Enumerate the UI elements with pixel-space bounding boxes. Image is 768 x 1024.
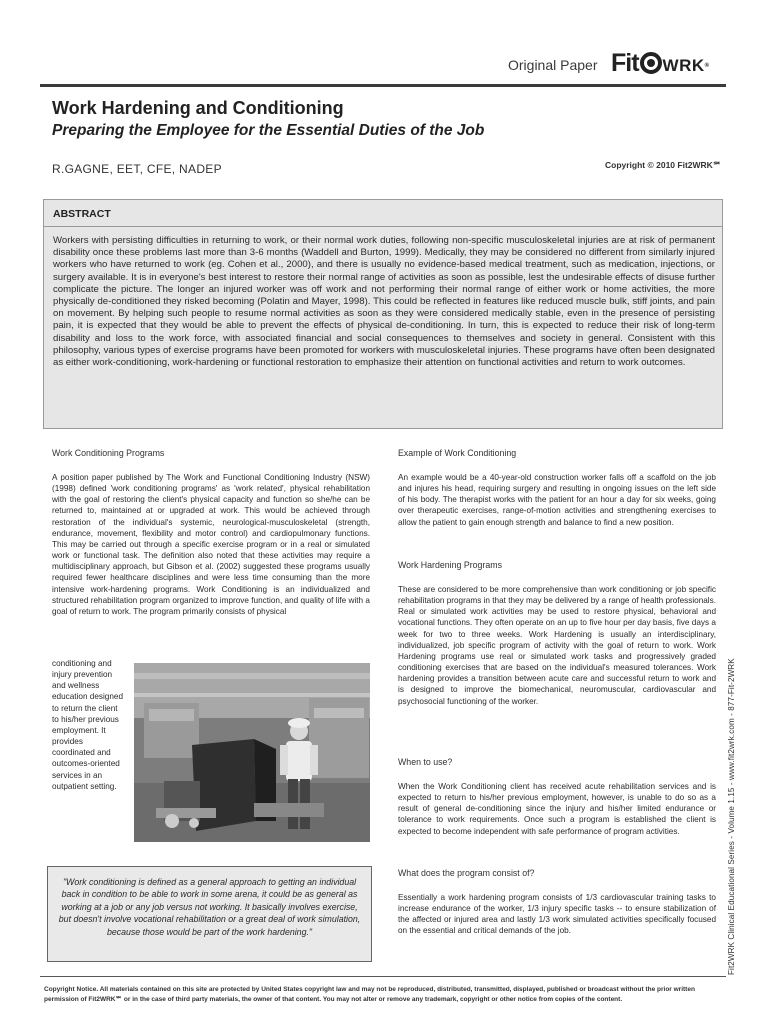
paragraph-work-hardening-text: These are considered to be more comprehensive than work conditioning or job specific rehabilitation programs in that they may be delivered by a range of health professionals. Real or simulated work activities may be used to restore physical, behavioral and vocational functions. They often operate on an up to five hour per day basis, five days a week for two to three weeks. Work Hardening is usually an interdisciplinary, individualized, job specific program of activity with the goal of return to work. Work Hardening programs use real or simulated work tasks and progressively graded conditioning exercises that are based on the individual's measured tolerances. Work hardening provides a transition between acute care and successful return to work and is designed to improve the biomechanical, neuromuscular, cardiovascular and psychosocial functioning of the worker. [398,585,716,706]
author-line: R.GAGNE, EET, CFE, NADEP [52,162,222,176]
paragraph-when-to-use-text: When the Work Conditioning client has received acute rehabilitation services and is expected to return to his/her previous employment, however, is unable to do so as a result of general de-conditioning since the injury and his/her limited endurance or tolerance to work requirements. Once such a program is established the client is expected to become independent with safe performance of program activities. [398,782,716,836]
paragraph-program-consist-text: Essentially a work hardening program consists of 1/3 cardiovascular training tasks to increase endurance of the worker, 1/3 injury specific tasks -- to ensure stabilization of the affected or injured area and lastly 1/3 work simulated activities specifically focused on the essential and critical demands of the job. [398,893,716,936]
paper-title: Work Hardening and Conditioning [52,98,344,118]
series-side-text: Fit2WRK Clinical Educational Series - Volume 1.15 - www.fit2wrk.com - 877-Fit-2WRK [727,658,736,975]
heading-work-hardening-programs: Work Hardening Programs [398,560,502,570]
logo-trademark: ® [704,63,710,69]
logo-wheel-icon [640,52,662,74]
footer-rule [40,976,726,977]
heading-when-to-use: When to use? [398,757,453,767]
abstract-heading: ABSTRACT [53,208,111,220]
left-column-body [52,472,370,617]
paragraph-example [398,472,716,528]
wrapped-paragraph-continuation: conditioning and injury prevention and wellness education designed to return the client to his/her previous employment. It provides coordinated and outcomes-oriented services in an outpatient setting. [52,659,124,791]
paragraph-when-to-use [398,781,716,837]
fit2wrk-logo [611,46,709,78]
paper-subtitle: Preparing the Employee for the Essential Duties of the Job [52,122,485,139]
worker-photo [134,663,370,842]
copyright-line: Copyright © 2010 Fit2WRK℠ [605,160,722,170]
heading-work-conditioning-programs: Work Conditioning Programs [52,448,165,458]
logo-fit-text: Fit [611,49,639,77]
abstract-box [43,199,723,429]
copyright-notice: Copyright Notice. All materials contained on this site are protected by United States copyright law and may not be reproduced, distributed, transmitted, displayed, published or broadcast without the prior written permission of Fit2WRK℠ or in the case of third party materials, the owner of that content. You may not alter or remove any trademark, copyright or other notice from copies of the content. [44,986,695,1004]
logo-wrk-text: WRK [662,56,705,75]
header-rule [40,84,726,87]
quote-box [47,866,372,962]
quote-text: "Work conditioning is defined as a general approach to getting an individual back in condition to be able to work in some arena, it could be as general as working at a job or any job versus not working. It basically involves exercise, but doesn't involve vocational rehabilitation or a great deal of work simulation, because those would be part of the work hardening." [58,877,361,937]
worker-photo-illustration [134,663,370,842]
heading-example-work-conditioning: Example of Work Conditioning [398,448,517,458]
paragraph-program-consist [398,892,716,937]
original-paper-label: Original Paper [508,57,598,73]
paragraph-work-conditioning: A position paper published by The Work and Functional Conditioning Industry (NSW) (1998) defined 'work conditioning programs' as 'work related', physical rehabilitation with the goal of restoring the client's physical capacity and function so she/he can be returned to, maintained at or upgraded at work. This would be achieved through restoration of the individual's systemic, neurological-musculoskeletal (strength, endurance, movement, flexibility and motor control) and cardiopulmonary functions. This may be carried out through a specific exercise program or in a real or simulated work or functional task. The definition also noted that these activities may require a multidisciplinary approach, but Gibson et al. (2002) suggested these programs usually required fewer healthcare disciplines and were less time consuming than the more intensive work-hardening programs. Work Conditioning is an individualized and structured rehabilitation program organized to improve function, and quality of life with a goal of return to work. The program primarily consists of physical [52,473,370,616]
paragraph-example-text: An example would be a 40-year-old construction worker falls off a scaffold on the job and injures his head, requiring surgery and resulting in ongoing issues on the left side of his body. The therapist works with the patient for an hour a day for six weeks, going over therapeutic exercises, range-of-motion activities and strengthening exercises to allow the patient to gain enough strength and balance to find a new position. [398,473,716,527]
heading-program-consist: What does the program consist of? [398,868,535,878]
paragraph-work-hardening [398,584,716,707]
abstract-text: Workers with persisting difficulties in returning to work, or their normal work duties, following non-specific musculoskeletal injuries are at risk of permanent disability once these problems last more than 3-6 months (Waddell and Burton, 1999). Medically, they may be considered no different from similarly injured workers who have returned to work (eg. Cohen et al., 2000), and there is usually no evidence-based medical treatment, such as medication, injections, or surgery available. It is in everyone's best interest to restore their normal range of activities as soon as possible, lest the undesirable effects of disuse further complicate the picture. The longer an injured worker was off work and not performing their normal range of either work or home activities, the more physically de-conditioned they risked becoming (Polatin and Mayer, 1998). This could be reflected in features like reduced muscle bulk, stiff joints, and pain on movement. By helping such people to resume normal activities as soon as they were considered medically stable, even in the presence of persisting pain, it is expected that they would be able to prevent the effects of physical de-conditioning. In turn, this is expected to reduce their risk of long-term disability and loss to the work force, with associated financial and social consequences to themselves and society in general. Consistent with this philosophy, various types of exercise programs have been promoted for workers with musculoskeletal injuries. These programs have often been designated as either work-conditioning, work-hardening or functional restoration to emphasize their attention on functional activities and return to work outcomes. [53,235,715,369]
abstract-divider [44,226,722,227]
